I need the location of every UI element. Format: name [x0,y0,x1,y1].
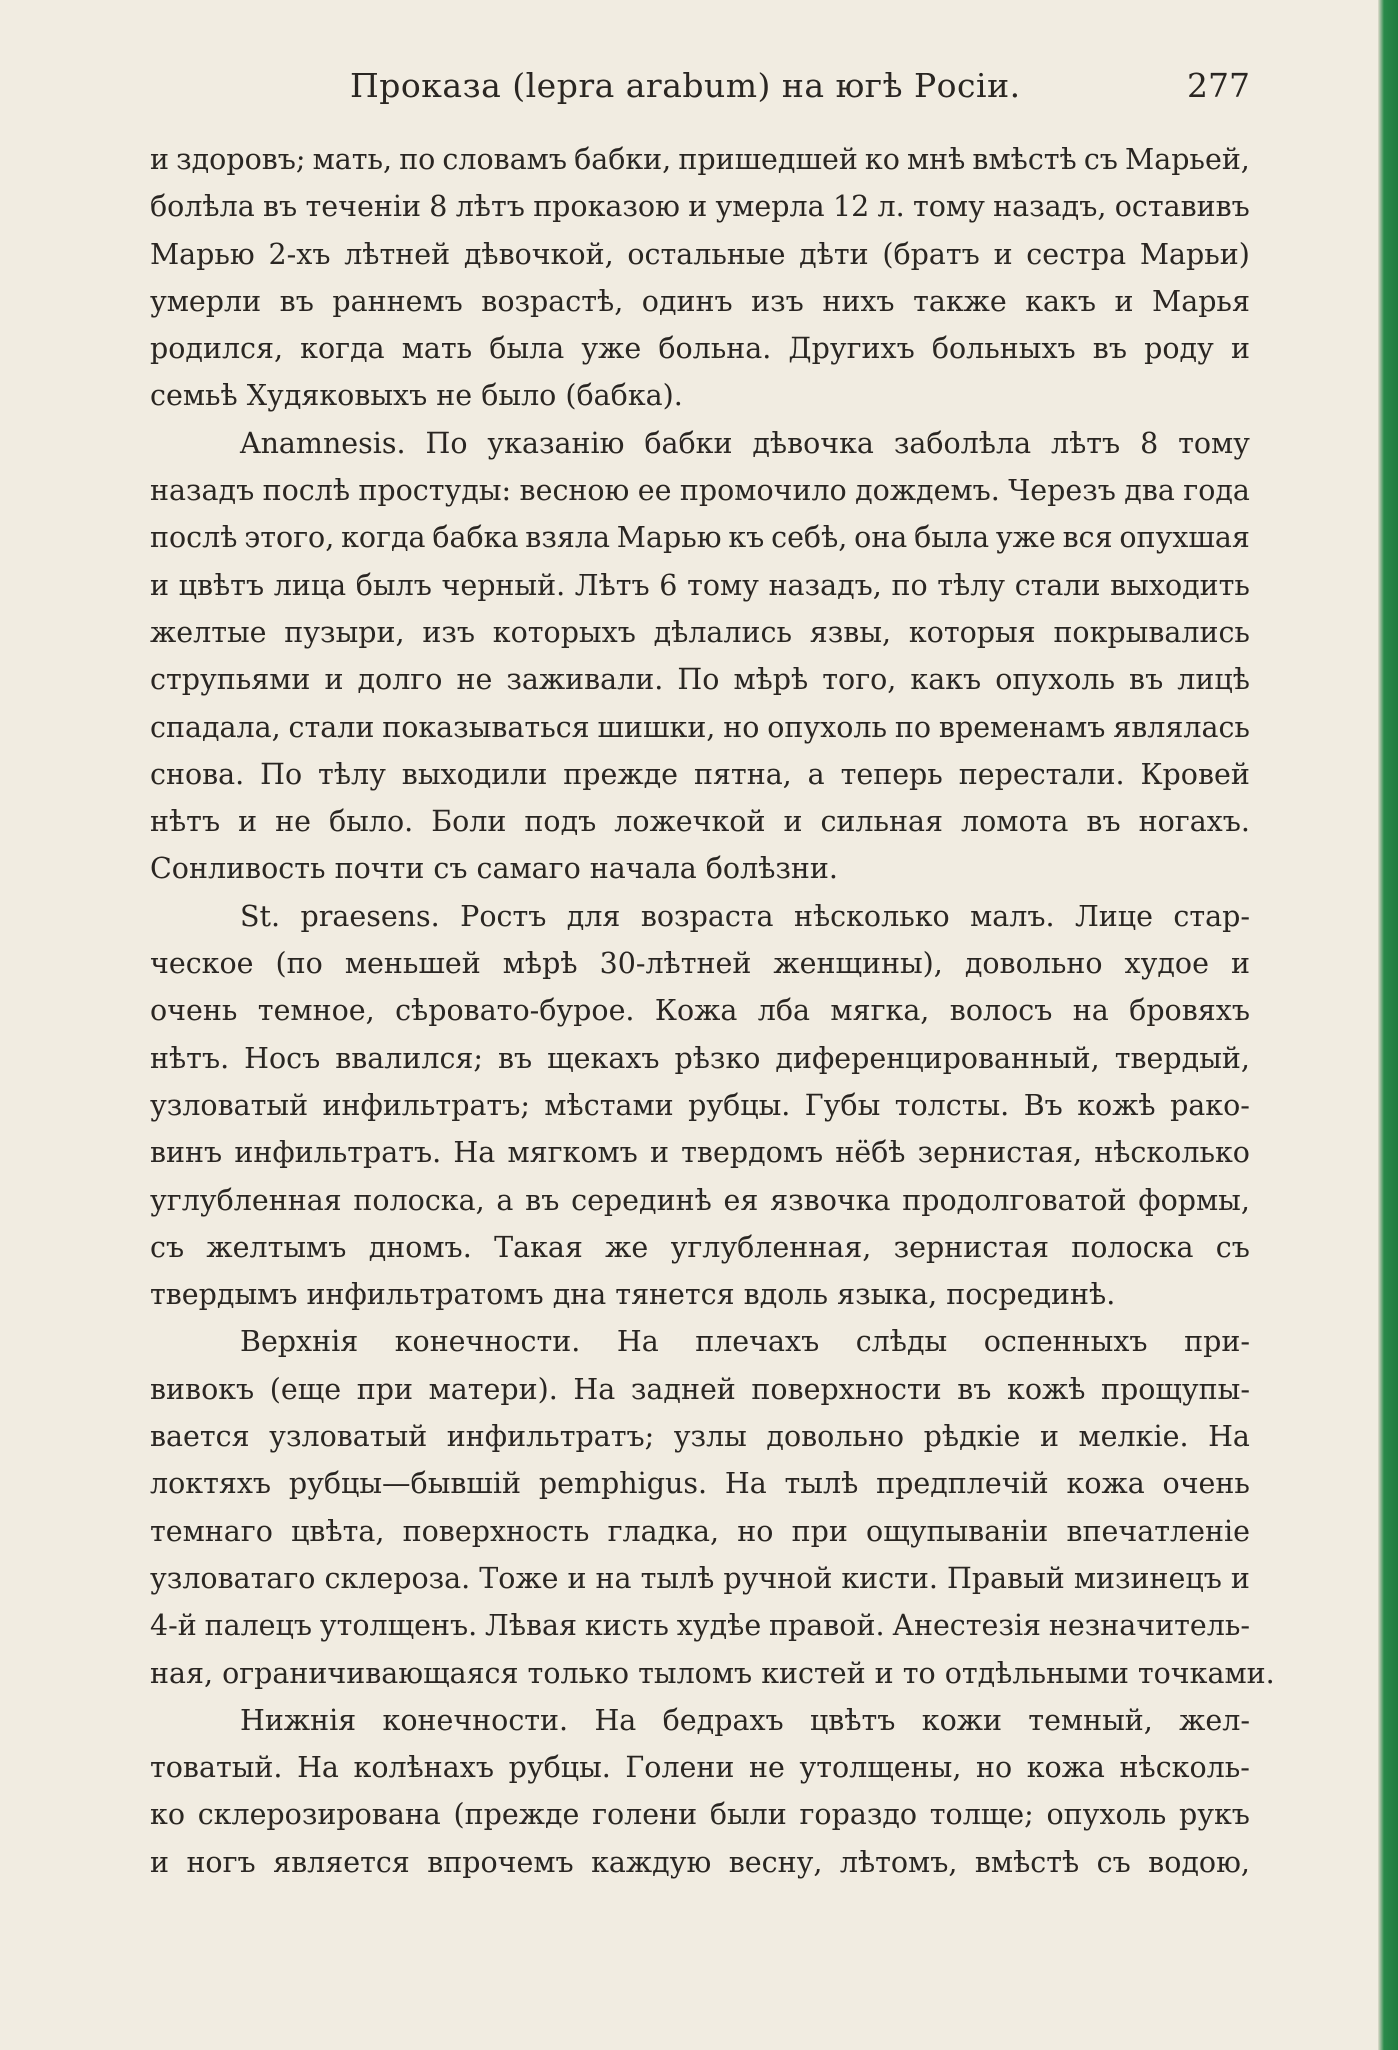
text-line: темнаго цвѣта, поверхность гладка, но при ощупываніи впечатленіе [150,1514,1250,1548]
page-header [150,66,1250,116]
page-edge [1378,0,1398,2050]
text-line: спадала, стали показываться шишки, но опухоль по временамъ являлась [150,710,1250,744]
text-line: умерли въ раннемъ возрастѣ, одинъ изъ нихъ также какъ и Марья [150,284,1250,318]
text-line: 4-й палецъ утолщенъ. Лѣвая кисть худѣе правой. Анестезія незначитель- [150,1609,1250,1643]
page-number: 277 [1187,66,1250,105]
text-line: родился, когда мать была уже больна. Другихъ больныхъ въ роду и [150,332,1250,366]
text-line: St. praesens. Ростъ для возраста нѣсколько малъ. Лице стар- [240,899,1250,933]
text-line: Нижнія конечности. На бедрахъ цвѣтъ кожи темный, жел- [240,1703,1250,1737]
text-line: желтые пузыри, изъ которыхъ дѣлались язвы, которыя покрывались [150,615,1250,649]
text-line: ческое (по меньшей мѣрѣ 30-лѣтней женщины), довольно худое и [150,947,1250,981]
text-line: вается узловатый инфильтратъ; узлы довольно рѣдкіе и мелкіе. На [150,1420,1250,1454]
text-line: струпьями и долго не заживали. По мѣрѣ того, какъ опухоль въ лицѣ [150,663,1250,697]
text-line: вивокъ (еще при матери). На задней поверхности въ кожѣ прощупы- [150,1372,1250,1406]
text-line: послѣ этого, когда бабка взяла Марью къ себѣ, она была уже вся опухшая [150,521,1250,555]
text-line: снова. По тѣлу выходили прежде пятна, а теперь перестали. Кровей [150,757,1250,791]
text-line: товатый. На колѣнахъ рубцы. Голени не утолщены, но кожа нѣсколь- [150,1751,1250,1785]
text-line: углубленная полоска, а въ серединѣ ея язвочка продолговатой формы, [150,1183,1250,1217]
text-line: ная, ограничивающаяся только тыломъ кистей и то отдѣльными точками. [150,1656,1275,1690]
text-line: узловатаго склероза. Тоже и на тылѣ ручной кисти. Правый мизинецъ и [150,1561,1250,1595]
text-line: назадъ послѣ простуды: весною ее промочило дождемъ. Черезъ два года [150,474,1250,508]
text-line: и здоровъ; мать, по словамъ бабки, пришедшей ко мнѣ вмѣстѣ съ Марьей, [150,143,1250,176]
text-line: очень темное, сѣровато-бурое. Кожа лба мягка, волосъ на бровяхъ [150,994,1250,1028]
text-line: нѣтъ. Носъ ввалился; въ щекахъ рѣзко диференцированный, твердый, [150,1041,1250,1075]
text-line: и цвѣтъ лица былъ черный. Лѣтъ 6 тому назадъ, по тѣлу стали выходить [150,568,1250,602]
text-line: и ногъ является впрочемъ каждую весну, лѣтомъ, вмѣстѣ съ водою, [150,1845,1250,1879]
text-line: съ желтымъ дномъ. Такая же углубленная, зернистая полоска съ [150,1230,1250,1264]
text-line: Марью 2-хъ лѣтней дѣвочкой, остальные дѣти (братъ и сестра Марьи) [150,237,1250,271]
text-line: локтяхъ рубцы—бывшій pemphigus. На тылѣ предплечій кожа очень [150,1467,1250,1501]
text-line: болѣла въ теченіи 8 лѣтъ проказою и умерла 12 л. тому назадъ, оставивъ [150,190,1250,224]
text-line: Сонливость почти съ самаго начала болѣзни. [150,852,838,886]
text-line: нѣтъ и не было. Боли подъ ложечкой и сильная ломота въ ногахъ. [150,805,1250,839]
text-line: узловатый инфильтратъ; мѣстами рубцы. Губы толсты. Въ кожѣ рако- [150,1088,1250,1122]
text-line: семьѣ Худяковыхъ не было (бабка). [150,379,683,413]
running-title: Проказа (lepra arabum) на югѣ Росіи. [350,66,1021,105]
text-line: Верхнія конечности. На плечахъ слѣды оспенныхъ при- [240,1325,1250,1359]
body-text [150,136,1275,1886]
text-line: ко склерозирована (прежде голени были гораздо толще; опухоль рукъ [150,1798,1250,1832]
text-line: твердымъ инфильтратомъ дна тянется вдоль языка, посрединѣ. [150,1278,1116,1312]
text-line: винъ инфильтратъ. На мягкомъ и твердомъ нёбѣ зернистая, нѣсколько [150,1136,1250,1170]
text-line: Anamnesis. По указанію бабки дѣвочка заболѣла лѣтъ 8 тому [240,426,1250,460]
